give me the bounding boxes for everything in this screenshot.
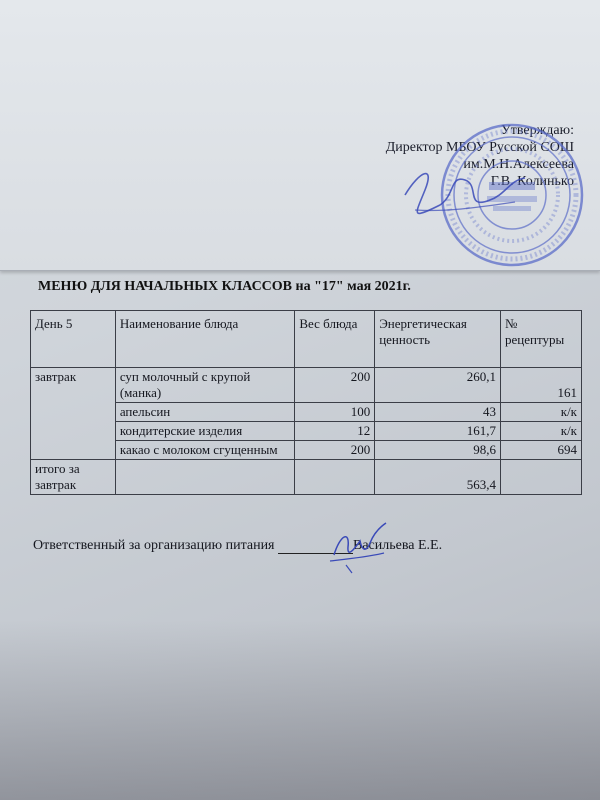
dish-name: какао с молоком сгущенным: [115, 441, 295, 460]
header-energy: Энергетическая ценность: [375, 311, 501, 368]
dish-weight: 200: [295, 441, 375, 460]
header-day: День 5: [31, 311, 116, 368]
dish-energy: 43: [375, 403, 501, 422]
table-header-row: [31, 311, 582, 368]
header-weight: Вес блюда: [295, 311, 375, 368]
dish-name: суп молочный с крупой (манка): [115, 368, 295, 403]
dish-recipe: 161: [501, 368, 582, 403]
responsible-name: Васильева Е.Е.: [353, 538, 443, 553]
approval-line-4: Г.В. Колинько: [490, 174, 574, 189]
dish-recipe: к/к: [501, 403, 582, 422]
header-recipe: № рецептуры: [501, 311, 582, 368]
responsible-label: Ответственный за организацию питания: [33, 538, 275, 553]
approval-line-3: им.М.Н.Алексеева: [463, 157, 574, 172]
dish-weight: 100: [295, 403, 375, 422]
total-energy: 563,4: [375, 460, 501, 495]
shadow: [0, 620, 600, 800]
dish-name: апельсин: [115, 403, 295, 422]
dish-name: кондитерские изделия: [115, 422, 295, 441]
total-row: [31, 460, 582, 495]
director-signature: [395, 150, 535, 225]
dish-energy: 98,6: [375, 441, 501, 460]
dish-weight: 200: [295, 368, 375, 403]
approval-line-1: Утверждаю:: [500, 123, 574, 138]
dish-weight: 12: [295, 422, 375, 441]
table-row: [31, 368, 582, 403]
dish-energy: 161,7: [375, 422, 501, 441]
header-dish: Наименование блюда: [115, 311, 295, 368]
menu-title: МЕНЮ ДЛЯ НАЧАЛЬНЫХ КЛАССОВ на "17" мая 2021г.: [38, 279, 411, 294]
dish-recipe: к/к: [501, 422, 582, 441]
meal-label: завтрак: [31, 368, 116, 460]
dish-energy: 260,1: [375, 368, 501, 403]
responsible-signature: [322, 515, 392, 575]
total-label: итого за завтрак: [31, 460, 116, 495]
dish-recipe: 694: [501, 441, 582, 460]
approval-line-2: Директор МБОУ Русской СОШ: [385, 140, 574, 155]
menu-table: [30, 310, 582, 495]
